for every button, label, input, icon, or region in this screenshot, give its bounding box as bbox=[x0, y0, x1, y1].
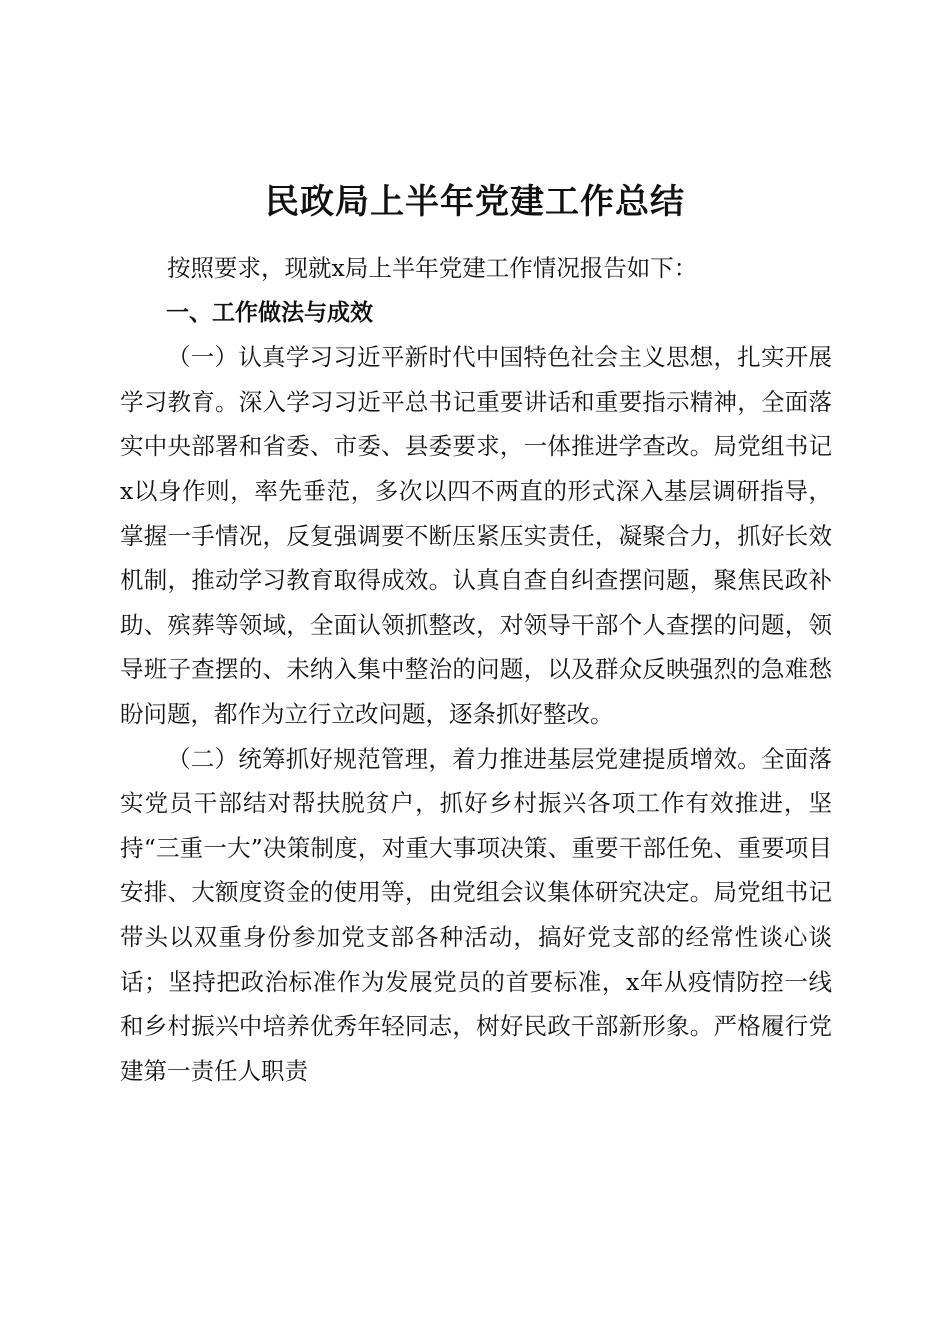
section-heading: 一、工作做法与成效 bbox=[166, 299, 373, 326]
intro-paragraph: 按照要求，现就x局上半年党建工作情况报告如下： bbox=[167, 254, 698, 282]
document-body bbox=[120, 246, 832, 1093]
paragraph-1: （一）认真学习习近平新时代中国特色社会主义思想，扎实开展学习教育。深入学习习近平总书记重要讲话和重要指示精神，全面落实中央部署和省委、市委、县委要求，一体推进学查改。局党组书记x以身作则，率先垂范，多次以四不两直的形式深入基层调研指导，掌握一手情况，反复强调要不断压紧压实责任，凝聚合力，抓好长效机制，推动学习教育取得成效。认真自查自纠查摆问题，聚焦民政补助、殡葬等领域，全面认领抓整改，对领导干部个人查摆的问题，领导班子查摆的、未纳入集中整治的问题，以及群众反映强烈的急难愁盼问题，都作为立行立改问题，逐条抓好整改。 bbox=[120, 343, 832, 728]
paragraph-2: （二）统筹抓好规范管理，着力推进基层党建提质增效。全面落实党员干部结对帮扶脱贫户，抓好乡村振兴各项工作有效推进，坚持“三重一大”决策制度，对重大事项决策、重要干部任免、重要项目安排、大额度资金的使用等，由党组会议集体研究决定。局党组书记带头以双重身份参加党支部各种活动，搞好党支部的经常性谈心谈话；坚持把政治标准作为发展党员的首要标准，x年从疫情防控一线和乡村振兴中培养优秀年轻同志，树好民政干部新形象。严格履行党建第一责任人职责 bbox=[120, 744, 832, 1085]
document-title: 民政局上半年党建工作总结 bbox=[265, 182, 685, 222]
